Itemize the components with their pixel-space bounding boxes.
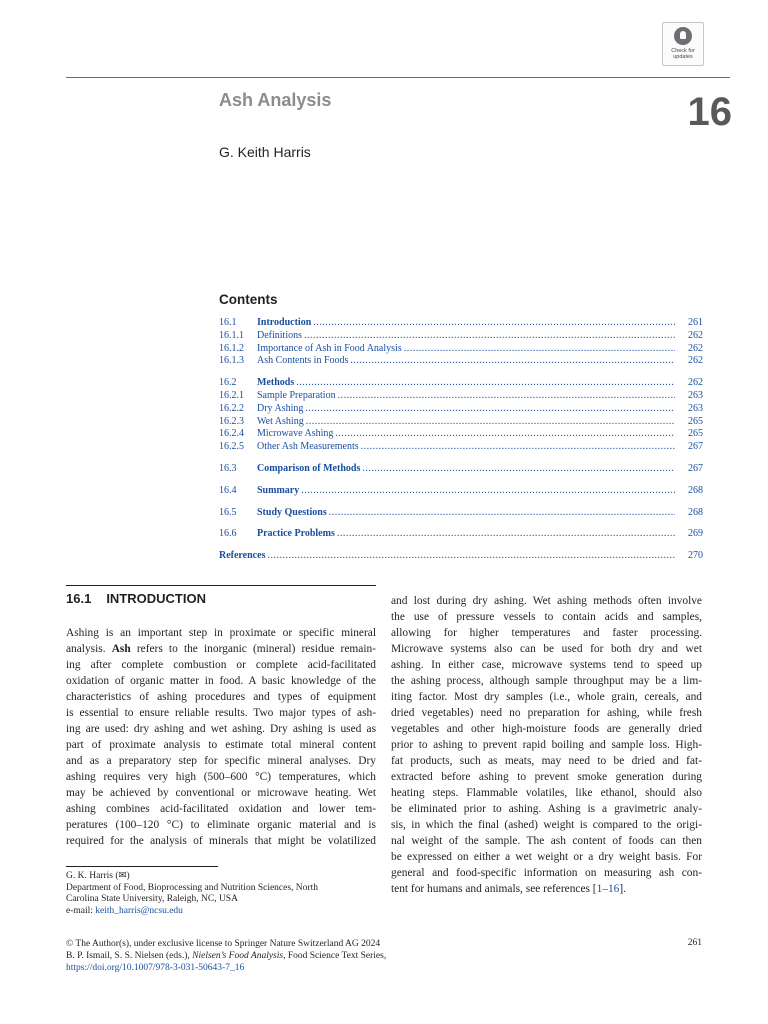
text-line: ashing requires very high (500–600 °C) temperatures, which <box>66 771 376 783</box>
text-line: be expressed on either a wet weight or a dry weight basis. For <box>391 851 702 863</box>
toc-entry-page: 268 <box>688 484 703 496</box>
page-number: 261 <box>687 938 702 948</box>
toc-entry-page: 262 <box>688 342 703 354</box>
text-line: dried vegetables) need no preparation for ashing, while fresh <box>391 707 702 719</box>
toc-entry-page: 263 <box>688 390 703 401</box>
toc-entry-page: 262 <box>688 377 703 389</box>
text-line <box>66 641 376 657</box>
toc-entry[interactable] <box>219 428 703 440</box>
chapter-author: G. Keith Harris <box>219 144 311 160</box>
bold-term: Ash <box>111 643 131 655</box>
text-line: ing after complete combustion or complete acid-facilitated <box>66 659 376 671</box>
toc-entry[interactable] <box>219 403 703 415</box>
reference-link[interactable]: 1–16 <box>596 883 620 895</box>
section-number: 16.1 <box>66 591 92 606</box>
text-line: oxidation of organic matter in food. A basic knowledge of the <box>66 675 376 687</box>
text-line: and as a preparatory step for specific mineral analyses. Dry <box>66 755 376 767</box>
footnote-affiliation-1: Department of Food, Bioprocessing and Nutrition Sciences, North <box>66 882 318 893</box>
toc-entry[interactable] <box>219 390 703 402</box>
toc-leader-dots <box>337 528 675 540</box>
toc-entry-page: 268 <box>688 506 703 518</box>
toc-leader-dots <box>296 377 675 389</box>
text-line: iting factor. Most dry samples (i.e., whole grain, cereals, and <box>391 691 702 703</box>
text-line: Microwave systems also can be used for both dry and wet <box>391 643 702 655</box>
footnote-rule <box>66 866 218 867</box>
footnote-affiliation-2: Carolina State University, Raleigh, NC, USA <box>66 894 238 904</box>
toc-entry-title[interactable]: Importance of Ash in Food Analysis <box>257 342 402 354</box>
footnote-email-line <box>66 906 386 918</box>
copyright-line: © The Author(s), under exclusive license to Springer Nature Switzerland AG 2024 <box>66 939 381 949</box>
citation-editors: B. P. Ismail, S. S. Nielsen (eds.), <box>66 951 193 961</box>
toc-entry-number: 16.1.1 <box>219 329 244 341</box>
citation-book-title: Nielsen’s Food Analysis <box>192 951 284 961</box>
toc-entry-number: 16.2.2 <box>219 402 244 414</box>
toc-entry-title[interactable]: Definitions <box>257 329 302 341</box>
toc-entry-page: 265 <box>688 415 703 427</box>
toc-entry[interactable] <box>219 528 703 540</box>
toc-entry-title[interactable]: Introduction <box>257 317 312 328</box>
text-line: ing are used: dry ashing and wet ashing. Dry ashing is used as <box>66 723 376 735</box>
section-heading <box>66 591 221 606</box>
toc-entry[interactable] <box>219 441 703 453</box>
toc-entry-page: 262 <box>688 355 703 367</box>
text-line: characteristics of ashing procedures and types of equipment <box>66 691 376 703</box>
text-line: the ashing process, although sample throughput may be a lim- <box>391 675 702 687</box>
page-footer <box>66 938 536 974</box>
toc-entry-number: 16.1.2 <box>219 342 244 354</box>
toc-leader-dots <box>313 317 675 329</box>
section-rule <box>66 585 376 586</box>
text-line: ashing combines acid-facilitated oxidation and lower tem- <box>66 803 376 815</box>
text-line: allowing for higher temperatures and faster processing. <box>391 627 702 639</box>
toc-entry-number: 16.2.4 <box>219 428 244 440</box>
toc-entry[interactable] <box>219 550 703 562</box>
toc-entry[interactable] <box>219 317 703 329</box>
text-line: part of proximate analysis to estimate total mineral content <box>66 739 376 751</box>
toc-entry-title[interactable]: References <box>219 550 266 562</box>
text-line: be eliminated prior to ashing. Ashing is a gravimetric analy- <box>391 803 702 815</box>
badge-label-line1: Check for <box>671 48 695 54</box>
header-rule <box>66 77 730 78</box>
text-line: is essential to ensure reliable results. Two major types of ash- <box>66 707 376 719</box>
citation-series: , Food Science Text Series, <box>283 951 387 961</box>
toc-entry-page: 263 <box>688 402 703 414</box>
chapter-number: 16 <box>687 90 732 134</box>
toc-entry-title[interactable]: Study Questions <box>257 506 327 518</box>
toc-entry[interactable] <box>219 377 703 389</box>
contents-heading: Contents <box>219 292 278 307</box>
text-line: general and food-specific information on measuring ash con- <box>391 867 702 879</box>
chapter-title: Ash Analysis <box>219 90 332 110</box>
text-line: sis, in which the final (ashed) weight is compared to the origi- <box>391 819 702 831</box>
toc-leader-dots <box>306 416 675 428</box>
text-line: the use of pressure vessels to contain acids and samples, <box>391 611 702 623</box>
toc-entry[interactable] <box>219 343 703 355</box>
toc-leader-dots <box>267 550 675 562</box>
toc-entry-number: 16.2.5 <box>219 441 244 453</box>
toc-leader-dots <box>335 428 675 440</box>
toc-leader-dots <box>361 441 675 453</box>
toc-entry[interactable] <box>219 416 703 428</box>
text-line: prior to ashing to prevent rapid boiling and sample loss. High- <box>391 739 702 751</box>
text-fragment: analysis. <box>66 643 112 655</box>
text-line: nal weight of the sample. The ash content of foods can then <box>391 835 702 847</box>
text-line: ashing. In either case, microwave systems tend to speed up <box>391 659 702 671</box>
toc-leader-dots <box>329 507 675 519</box>
update-icon <box>674 27 692 45</box>
toc-entry-number: 16.5 <box>219 506 237 518</box>
toc-entry-page: 267 <box>688 463 703 474</box>
text-line: heating steps. Flammable volatiles, like ethanol, should also <box>391 787 702 799</box>
toc-entry-number: 16.2.1 <box>219 390 244 401</box>
toc-entry-title[interactable]: Ash Contents in Foods <box>257 355 349 367</box>
footnote-author: G. K. Harris (✉) <box>66 871 130 881</box>
toc-entry-number: 16.1.3 <box>219 355 244 367</box>
right-column-text <box>391 593 702 897</box>
text-line: peratures (100–120 °C) to eliminate organic material and is <box>66 819 376 831</box>
toc-entry-page: 261 <box>688 317 703 328</box>
toc-entry-title[interactable]: Dry Ashing <box>257 402 304 414</box>
badge-label-line2: updates <box>673 54 693 60</box>
toc-entry-page: 270 <box>688 550 703 562</box>
toc-entry-number: 16.6 <box>219 528 237 540</box>
toc-leader-dots <box>338 390 675 402</box>
toc-entry-number: 16.2 <box>219 377 237 389</box>
toc-entry[interactable] <box>219 330 703 342</box>
toc-leader-dots <box>304 330 675 342</box>
citation-line <box>66 950 536 962</box>
badge-label <box>663 48 703 60</box>
text-line: vegetables and other high-moisture foods are generally dried <box>391 723 702 735</box>
toc-entry[interactable] <box>219 355 703 367</box>
text-line: and lost during dry ashing. Wet ashing methods often involve <box>391 595 702 607</box>
text-fragment: tent for humans and animals, see references [ <box>391 883 597 895</box>
toc-entry-page: 269 <box>688 528 703 540</box>
toc-entry-number: 16.3 <box>219 463 237 474</box>
left-column-text <box>66 625 376 849</box>
toc-leader-dots <box>350 355 675 367</box>
toc-entry-title[interactable]: Methods <box>257 377 295 389</box>
text-line: may be achieved by conventional or microwave heating. Wet <box>66 787 376 799</box>
doi-link[interactable]: https://doi.org/10.1007/978-3-031-50643-7_16 <box>66 963 245 973</box>
toc-leader-dots <box>301 485 675 497</box>
text-fragment: ]. <box>619 883 627 895</box>
toc-entry-title[interactable]: Microwave Ashing <box>257 428 334 440</box>
text-line: Ashing is an important step in proximate or specific mineral <box>66 627 376 639</box>
text-fragment: refers to the inorganic (mineral) residue remain- <box>130 643 376 655</box>
toc-entry-title[interactable]: Wet Ashing <box>257 415 304 427</box>
toc-entry-title[interactable]: Summary <box>257 484 300 496</box>
email-label: e-mail: <box>66 905 96 916</box>
toc-entry-number: 16.2.3 <box>219 415 244 427</box>
check-for-updates-badge[interactable] <box>662 22 704 66</box>
text-line: extracted before ashing to prevent smoke generation during <box>391 771 702 783</box>
text-line: fat products, such as meats, may need to be dried and fat- <box>391 755 702 767</box>
toc-entry-page: 262 <box>688 329 703 341</box>
toc-leader-dots <box>404 343 675 355</box>
toc-entry-title[interactable]: Sample Preparation <box>257 390 336 401</box>
toc-entry[interactable] <box>219 507 703 519</box>
text-line <box>391 881 702 897</box>
toc-entry-page: 267 <box>688 441 703 453</box>
toc-entry-number: 16.1 <box>219 317 237 328</box>
toc-leader-dots <box>305 403 675 415</box>
toc-leader-dots <box>362 463 675 475</box>
toc-entry-title[interactable]: Comparison of Methods <box>257 463 361 474</box>
author-footnote <box>66 871 386 917</box>
email-link[interactable]: keith_harris@ncsu.edu <box>95 905 183 916</box>
toc-entry[interactable] <box>219 463 703 475</box>
toc-entry-page: 265 <box>688 428 703 440</box>
toc-entry-number: 16.4 <box>219 484 237 496</box>
toc-entry-title[interactable]: Other Ash Measurements <box>257 441 359 453</box>
toc-entry-title[interactable]: Practice Problems <box>257 528 335 540</box>
section-title: INTRODUCTION <box>106 591 206 606</box>
text-line: required for the analysis of minerals that might be volatilized <box>66 835 376 847</box>
toc-entry[interactable] <box>219 485 703 497</box>
